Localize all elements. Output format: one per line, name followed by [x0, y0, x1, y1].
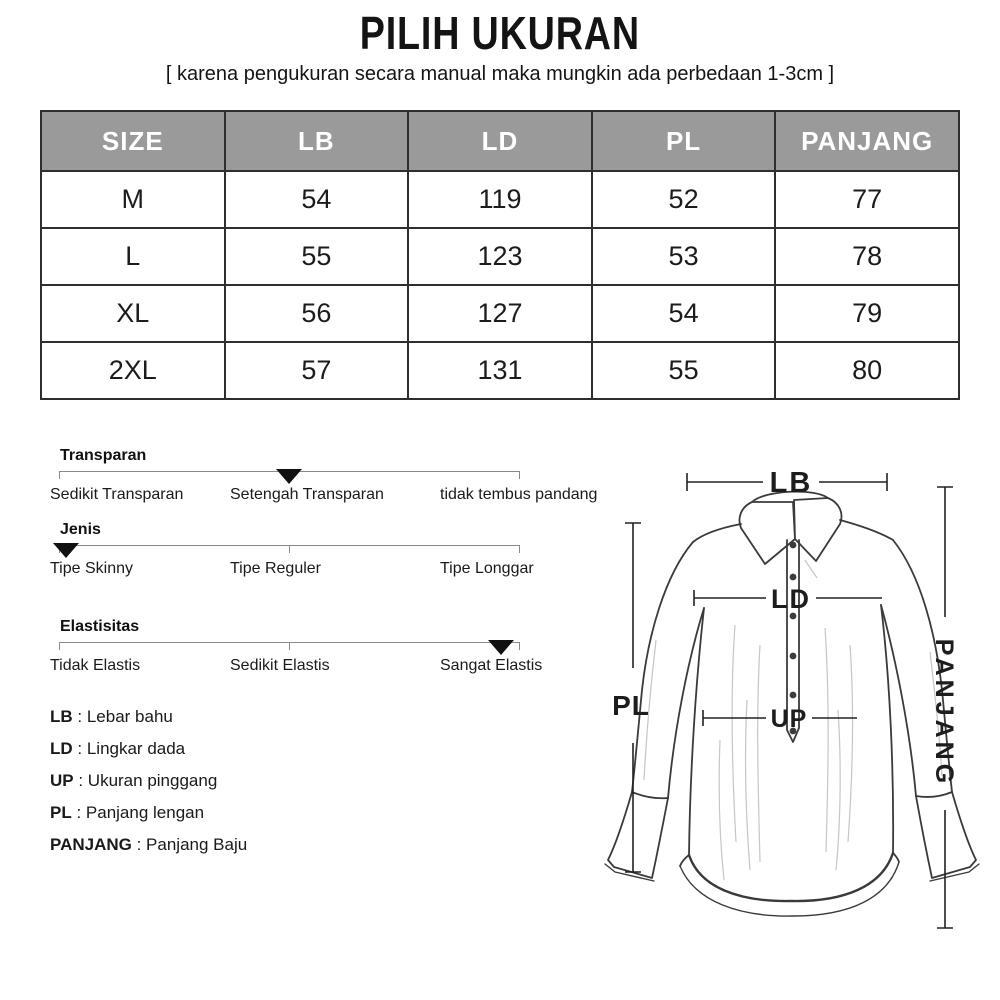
scale-tick: [289, 642, 290, 650]
attribute-scales: [50, 447, 610, 687]
legend-abbr: UP: [50, 771, 74, 790]
scale-title: Transparan: [60, 447, 147, 464]
shirt-illustration: [600, 440, 1000, 960]
scale-tick: [519, 545, 520, 553]
size-table-header: [41, 111, 959, 171]
table-cell: 56: [225, 285, 409, 342]
scale-option: Setengah Transparan: [230, 486, 384, 503]
legend-item: [50, 740, 247, 758]
scale-option: Sedikit Transparan: [50, 486, 184, 503]
legend-desc: : Lebar bahu: [72, 707, 173, 726]
legend-abbr: LD: [50, 739, 73, 758]
legend-abbr: LB: [50, 707, 73, 726]
table-cell: 77: [775, 171, 959, 228]
scale-tick: [59, 471, 60, 479]
table-cell: 55: [592, 342, 776, 399]
scale-option: Sedikit Elastis: [230, 657, 330, 674]
scale-title: Jenis: [60, 521, 101, 538]
table-cell: 54: [592, 285, 776, 342]
table-cell: L: [41, 228, 225, 285]
scale-elastisitas: [50, 618, 610, 678]
measurement-legend: [50, 708, 247, 854]
up-label: UP: [770, 705, 808, 733]
table-row: [41, 342, 959, 399]
legend-item: [50, 804, 247, 822]
column-header: LB: [225, 111, 409, 171]
scale-option: Tipe Skinny: [50, 560, 133, 577]
legend-desc: : Panjang Baju: [131, 835, 248, 854]
scale-marker-triangle-icon: [488, 640, 514, 655]
scale-option: Sangat Elastis: [440, 657, 543, 674]
title-wrap: [0, 6, 1000, 60]
table-cell: 127: [408, 285, 592, 342]
table-cell: 123: [408, 228, 592, 285]
column-header: LD: [408, 111, 592, 171]
scale-tick: [519, 642, 520, 650]
page-title: PILIH UKURAN: [359, 7, 641, 59]
table-row: [41, 228, 959, 285]
scale-option: Tipe Reguler: [230, 560, 322, 577]
lb-label: LB: [769, 467, 813, 499]
table-cell: 52: [592, 171, 776, 228]
scale-marker-triangle-icon: [53, 543, 79, 558]
legend-item: [50, 708, 247, 726]
legend-item: [50, 836, 247, 854]
scale-title: Elastisitas: [60, 618, 140, 635]
size-table: [40, 110, 960, 400]
table-cell: 78: [775, 228, 959, 285]
scale-option: Tipe Longgar: [440, 560, 534, 577]
column-header: PANJANG: [775, 111, 959, 171]
ld-label: LD: [771, 584, 811, 614]
table-cell: 2XL: [41, 342, 225, 399]
scale-transparan: [50, 447, 610, 507]
table-cell: 53: [592, 228, 776, 285]
legend-desc: : Lingkar dada: [72, 739, 186, 758]
legend-desc: : Ukuran pinggang: [73, 771, 218, 790]
table-cell: 131: [408, 342, 592, 399]
table-row: [41, 285, 959, 342]
panjang-label: PANJANG: [930, 638, 958, 788]
scale-track: [59, 642, 519, 643]
scale-option: Tidak Elastis: [50, 657, 141, 674]
table-cell: 119: [408, 171, 592, 228]
legend-item: [50, 772, 247, 790]
scale-track: [59, 545, 519, 546]
scale-tick: [59, 642, 60, 650]
table-cell: M: [41, 171, 225, 228]
legend-abbr: PL: [50, 803, 72, 822]
scale-tick: [289, 545, 290, 553]
shirt-outline: [605, 492, 979, 916]
table-cell: 55: [225, 228, 409, 285]
scale-jenis: [50, 521, 610, 581]
scale-option: tidak tembus pandang: [440, 486, 598, 503]
column-header: SIZE: [41, 111, 225, 171]
legend-desc: : Panjang lengan: [71, 803, 205, 822]
column-header: PL: [592, 111, 776, 171]
table-cell: 54: [225, 171, 409, 228]
table-cell: 57: [225, 342, 409, 399]
table-cell: 80: [775, 342, 959, 399]
legend-abbr: PANJANG: [50, 835, 132, 854]
scale-tick: [519, 471, 520, 479]
table-cell: 79: [775, 285, 959, 342]
table-cell: XL: [41, 285, 225, 342]
page-subtitle: [ karena pengukuran secara manual maka mungkin ada perbedaan 1-3cm ]: [165, 63, 835, 85]
pl-label: PL: [612, 690, 650, 721]
table-row: [41, 171, 959, 228]
shirt-measurement-diagram: [600, 440, 1000, 960]
scale-marker-triangle-icon: [276, 469, 302, 484]
